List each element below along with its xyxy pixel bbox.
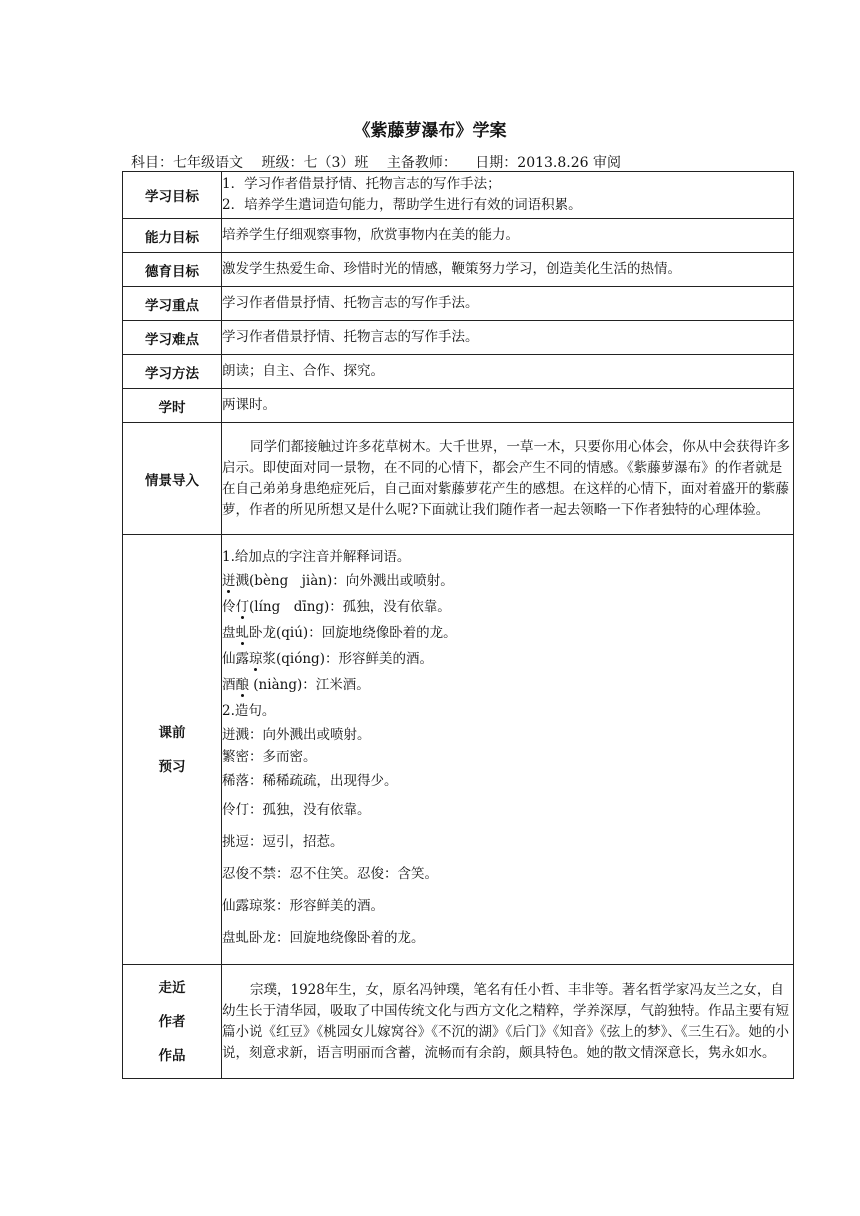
- author-paragraph: 宗璞，1928年生，女，原名冯钟璞，笔名有任小哲、丰非等。著名哲学家冯友兰之女，自幼生长于清华园，吸取了中国传统文化与西方文化之精粹，学养深厚，气韵独特。作品主要有短篇小说《红豆》《桃园女儿嫁窝谷》《不沉的湖》《后门》《知音》《弦上的梦》、《三生石》。她的小说，刻意求新，语言明丽而含蓄，流畅而有余韵，颇具特色。她的散文情深意长，隽永如水。: [222, 981, 789, 1061]
- pinyin-rest: 溅(bèng jiàn)：向外溅出或喷射。: [235, 572, 454, 589]
- label-class-hours: 学时: [123, 389, 222, 423]
- pinyin-item: [222, 594, 793, 620]
- content-author: [222, 965, 794, 1079]
- content-moral-goal: 激发学生热爱生命、珍惜时光的情感，鞭策努力学习，创造美化生活的热情。: [222, 253, 794, 287]
- meta-class: 班级：七（3）班: [261, 155, 369, 171]
- pinyin-rest: 卧龙(qiú)：回旋地绕像卧着的龙。: [249, 624, 457, 641]
- author-label-line-2: 作者: [158, 1013, 186, 1030]
- content-scene-intro: [222, 423, 794, 535]
- author-label-line-1: 走近: [158, 979, 186, 996]
- label-preview: [123, 535, 222, 965]
- sentence-item: 仙露琼浆：形容鲜美的酒。: [222, 897, 384, 914]
- pinyin-item: [222, 672, 793, 698]
- goal-line-2: 2．培养学生遣词造句能力，帮助学生进行有效的词语积累。: [222, 197, 582, 213]
- content-ability-goal: 培养学生仔细观察事物，欣赏事物内在美的能力。: [222, 219, 794, 253]
- goal-line-1: 1．学习作者借景抒情、托物言志的写作手法；: [222, 176, 501, 192]
- content-learning-goal: [222, 172, 794, 219]
- pinyin-pre: 仙露: [222, 650, 249, 667]
- content-key-point: 学习作者借景抒情、托物言志的写作手法。: [222, 287, 794, 321]
- sentence-item: 繁密：多而密。: [222, 748, 317, 765]
- label-method: 学习方法: [123, 355, 222, 389]
- pinyin-rest: (líng dīng)：孤独，没有依靠。: [249, 598, 451, 615]
- label-ability-goal: 能力目标: [123, 219, 222, 253]
- dotted-char: 琼: [249, 650, 263, 667]
- pinyin-item: [222, 620, 793, 646]
- content-difficulty: 学习作者借景抒情、托物言志的写作手法。: [222, 321, 794, 355]
- preview-heading-2: 2.造句。: [222, 702, 276, 719]
- row-author: [123, 965, 794, 1079]
- preview-heading-1: 1.给加点的字注音并解释词语。: [222, 548, 411, 565]
- content-preview: [222, 535, 794, 965]
- sentence-item: 稀落：稀稀疏疏，出现得少。: [222, 772, 398, 789]
- dotted-char: 仃: [235, 598, 249, 615]
- meta-subject: 科目：七年级语文: [131, 155, 243, 171]
- row-class-hours: [123, 389, 794, 423]
- sentence-item: 迸溅：向外溅出或喷射。: [222, 726, 371, 743]
- pinyin-pre: 伶: [222, 598, 236, 615]
- meta-teacher: 主备教师：: [386, 155, 457, 171]
- intro-paragraph: 同学们都接触过许多花草树木。大千世界，一草一木，只要你用心体会，你从中会获得许多启示。即使面对同一景物，在不同的心情下，都会产生不同的情感。《紫藤萝瀑布》的作者就是在自己弟弟身患绝症死后，自己面对紫藤萝花产生的感想。在这样的心情下，面对着盛开的紫藤萝，作者的所见所想又是什么呢?下面就让我们随作者一起去领略一下作者独特的心理体验。: [222, 438, 790, 518]
- preview-label-line-2: 预习: [158, 758, 186, 775]
- label-scene-intro: 情景导入: [123, 423, 222, 535]
- pinyin-item: [222, 568, 793, 594]
- row-method: [123, 355, 794, 389]
- pinyin-rest: 浆(qióng)：形容鲜美的酒。: [262, 650, 433, 667]
- dotted-char: 迸: [222, 572, 236, 589]
- meta-date: 日期：2013.8.26 审阅: [475, 155, 621, 171]
- author-label-line-3: 作品: [158, 1047, 186, 1064]
- sentence-item: 伶仃：孤独，没有依靠。: [222, 801, 371, 818]
- pinyin-rest: (niàng)：江米酒。: [249, 676, 370, 693]
- pinyin-pre: 酒: [222, 676, 236, 693]
- row-preview: [123, 535, 794, 965]
- pinyin-pre: 盘: [222, 624, 236, 641]
- label-difficulty: 学习难点: [123, 321, 222, 355]
- dotted-char: 酿: [235, 676, 249, 693]
- content-class-hours: 两课时。: [222, 389, 794, 423]
- content-method: 朗读；自主、合作、探究。: [222, 355, 794, 389]
- document-title: 《紫藤萝瀑布》学案: [353, 121, 507, 141]
- sentence-item: 忍俊不禁：忍不住笑。忍俊：含笑。: [222, 865, 438, 882]
- sentence-item: 挑逗：逗引，招惹。: [222, 833, 344, 850]
- header-meta: [131, 152, 635, 172]
- dotted-char: 虬: [235, 624, 249, 641]
- lesson-plan-table: [122, 171, 794, 1079]
- row-moral-goal: [123, 253, 794, 287]
- sentence-item: 盘虬卧龙：回旋地绕像卧着的龙。: [222, 929, 425, 946]
- label-learning-goal: 学习目标: [123, 172, 222, 219]
- row-difficulty: [123, 321, 794, 355]
- row-learning-goal: [123, 172, 794, 219]
- row-key-point: [123, 287, 794, 321]
- pinyin-item: [222, 646, 793, 672]
- row-ability-goal: [123, 219, 794, 253]
- label-key-point: 学习重点: [123, 287, 222, 321]
- row-scene-intro: [123, 423, 794, 535]
- label-moral-goal: 德育目标: [123, 253, 222, 287]
- label-author: [123, 965, 222, 1079]
- preview-label-line-1: 课前: [158, 724, 186, 741]
